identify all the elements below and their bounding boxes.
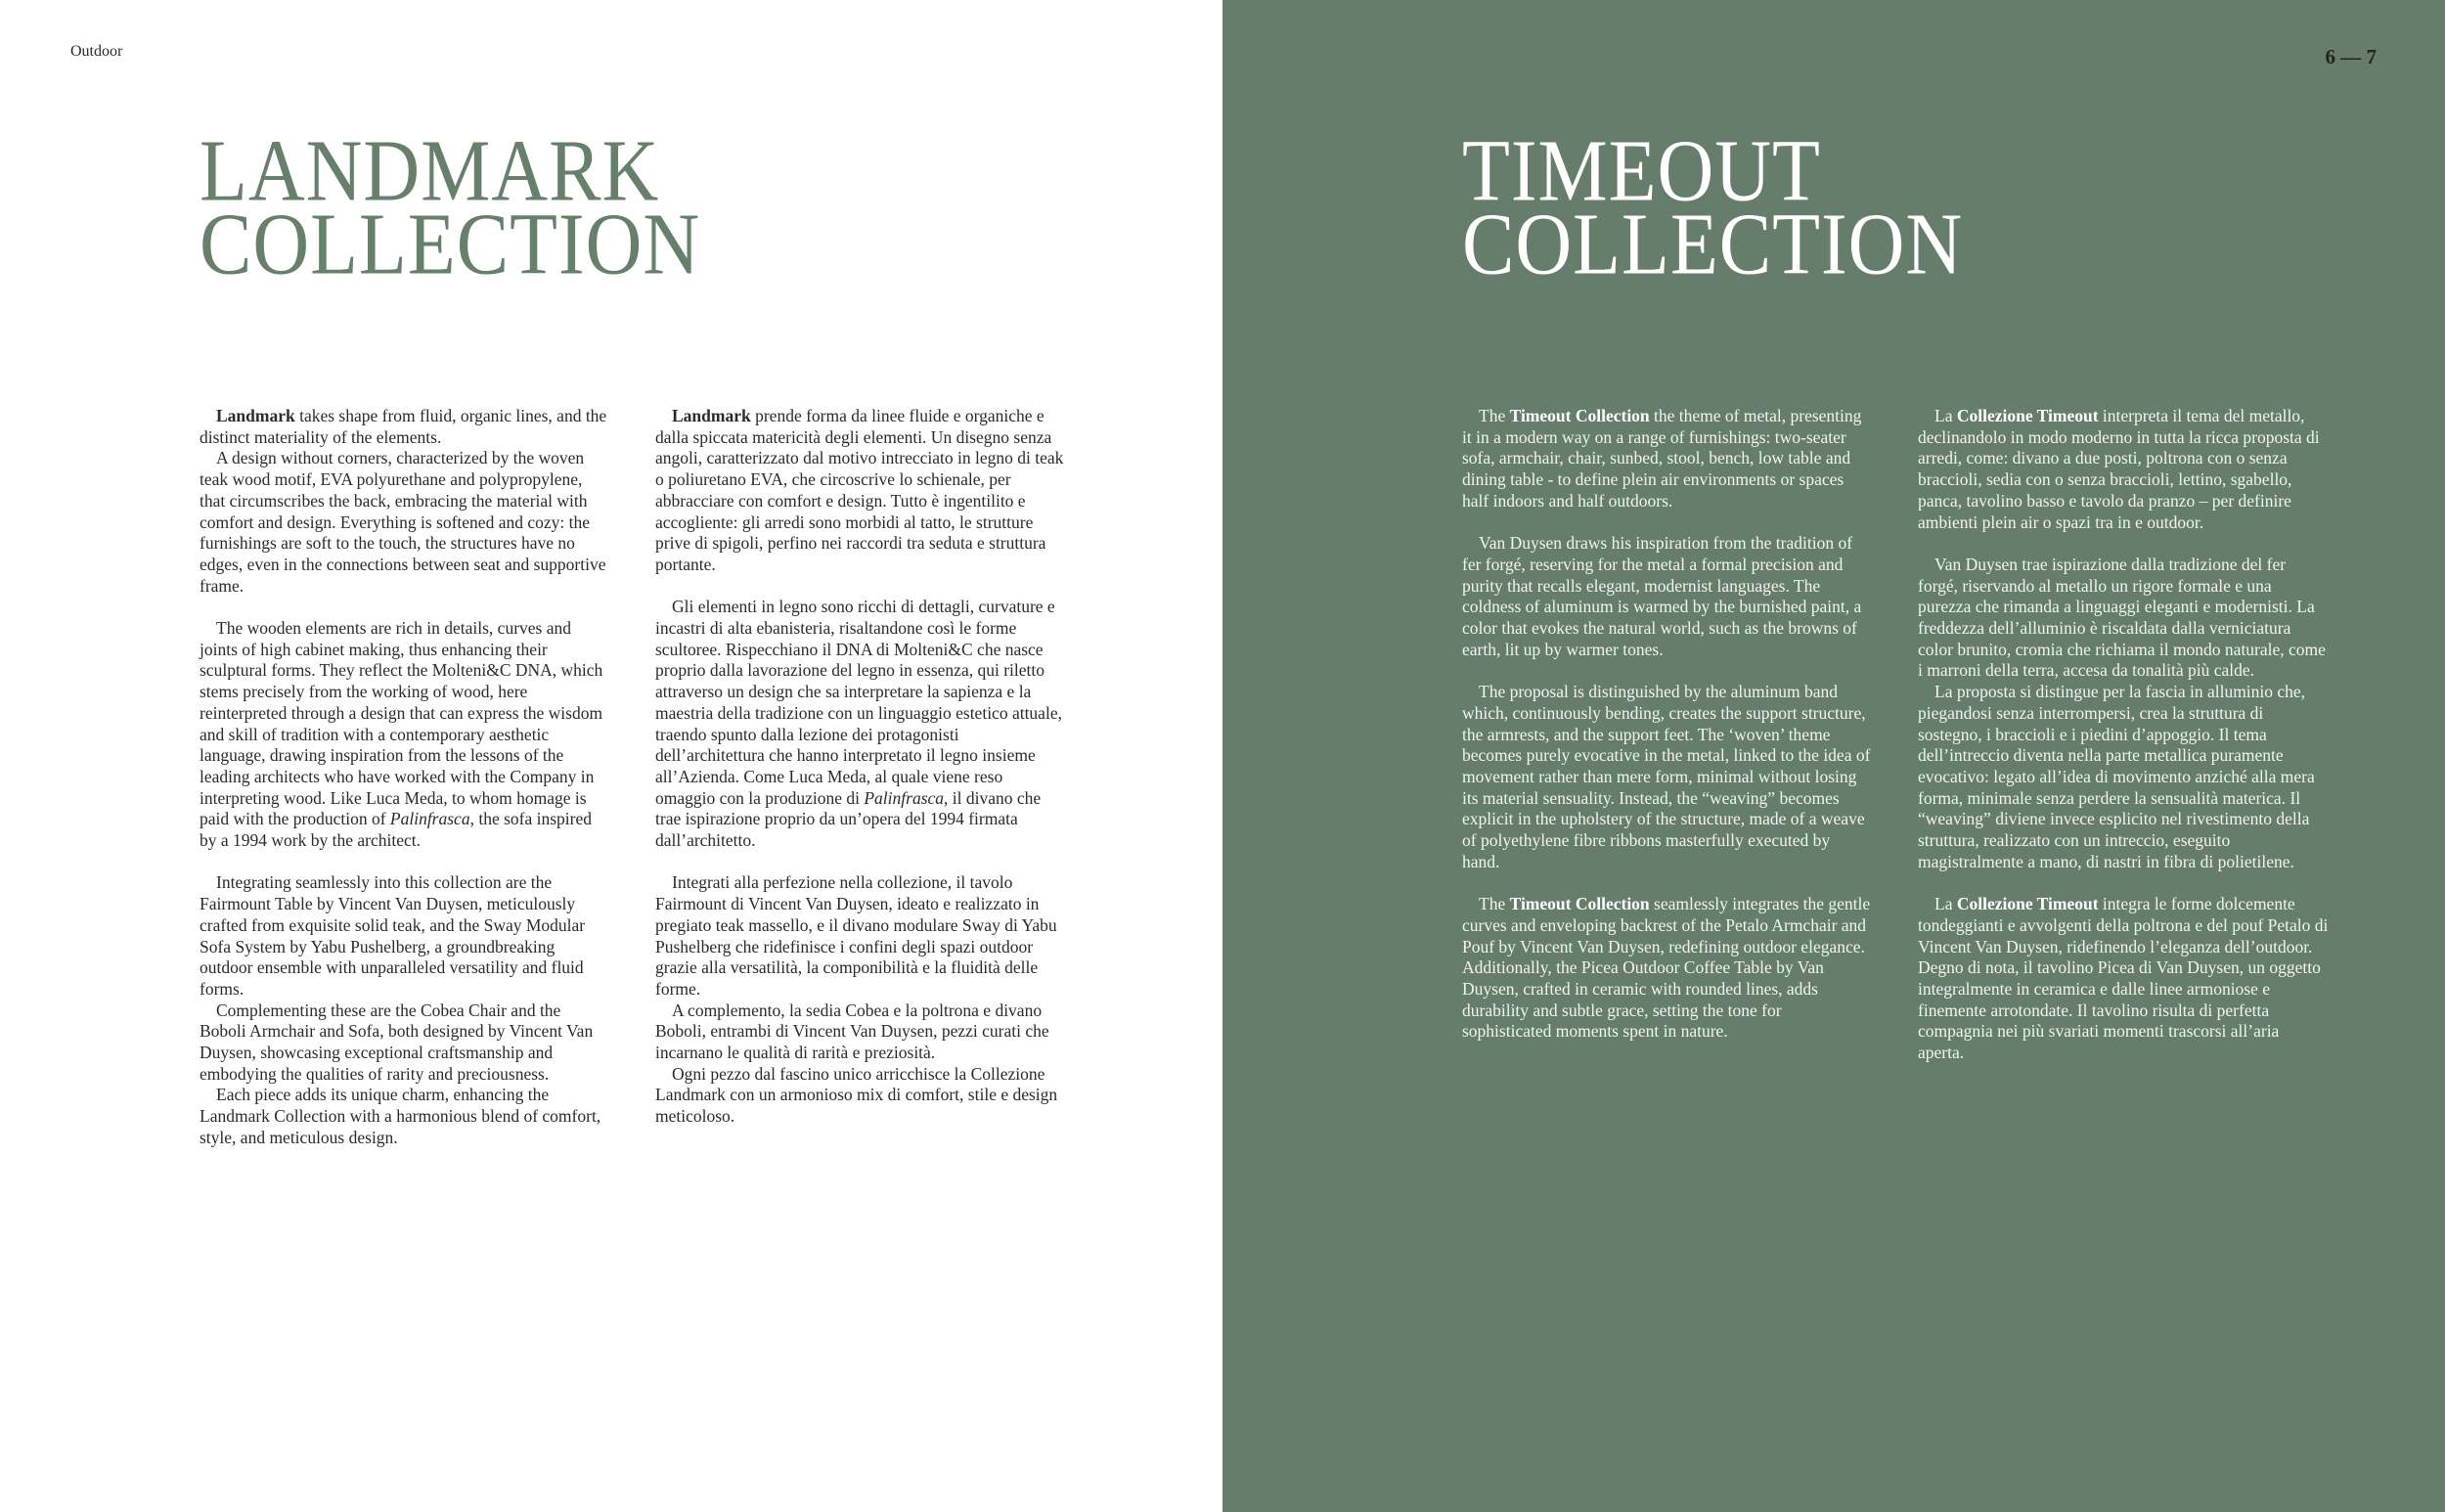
collection-name: Timeout Collection [1509, 406, 1650, 425]
paragraph-text: La [1934, 406, 1957, 425]
timeout-english-column [1462, 406, 1871, 1043]
paragraph [200, 406, 608, 448]
paragraph-text: the theme of metal, presenting it in a modern way on a range of furnishings: two-seater sofa, armchair, chair, sunbed, stool, bench, low table and dining table - to define plein air environments or spaces half indoors and half outdoors. [1462, 406, 1862, 511]
paragraph-text: La [1934, 894, 1957, 914]
paragraph-text: The wooden elements are rich in details, curves and joints of high cabinet making, thus enhancing their sculptural forms. They reflect the Molteni&C DNA, which stems precisely from the working of wood, here reinterpreted through a design that can express the wisdom and skill of tradition with a contemporary aesthetic language, drawing inspiration from the lessons of the leading architects who have worked with the Company in interpreting wood. Like Luca Meda, to whom homage is paid with the production of [200, 618, 603, 829]
paragraph [655, 1064, 1066, 1128]
paragraph-text: Complementing these are the Cobea Chair and the Boboli Armchair and Sofa, both designed by Vincent Van Duysen, showcasing exceptional craftsmanship and embodying the qualities of rarity and preciousness. [200, 1000, 594, 1084]
product-name: Palinfrasca [864, 787, 945, 808]
paragraph [1918, 406, 2329, 533]
product-name: Palinfrasca [389, 809, 470, 829]
paragraph-text: interpreta il tema del metallo, declinandolo in modo moderno in tutta la ricca proposta di arredi, come: divano a due posti, poltrona con o senza braccioli, sedia con o senza braccioli, lettino, sgabello, panca, tavolino basso e tavolo da pranzo – per definire ambienti plein air o spazi tra in e outdoor. [1918, 406, 2320, 532]
paragraph-text: Each piece adds its unique charm, enhancing the Landmark Collection with a harmonious blend of comfort, style, and meticulous design. [200, 1085, 601, 1147]
page-numbers: 6 — 7 [2325, 45, 2377, 68]
paragraph-text: A complemento, la sedia Cobea e la poltrona e divano Boboli, entrambi di Vincent Van Duysen, pezzi curati che incarnano le qualità di rarità e preziosità. [655, 1000, 1049, 1063]
paragraph [200, 872, 608, 1000]
timeout-collection-title [1462, 122, 1964, 293]
collection-name: Collezione Timeout [1956, 406, 2099, 425]
running-head: Outdoor [70, 43, 123, 60]
paragraph [1462, 682, 1871, 872]
paragraph-text: A design without corners, characterized by the woven teak wood motif, EVA polyurethane and polypropylene, that circumscribes the back, embracing the material with comfort and design. Everything is softened and cozy: the furnishings are soft to the touch, the structures have no edges, even in the connections between seat and supportive frame. [200, 448, 606, 596]
paragraph [655, 406, 1066, 576]
paragraph-text: La proposta si distingue per la fascia in alluminio che, piegandosi senza interrompersi, crea la struttura di sostegno, i braccioli e i piedini d’appoggio. Il tema dell’intreccio diventa nella parte metallica puramente evocativo: legato all’idea di movimento anziché alla mera forma, minimale senza perdere la sensualità materica. Il “weaving” diviene invece esplicito nel rivestimento della struttura, realizzato con un intreccio, eseguito magistralmente a mano, di nastri in fibra di polietilene. [1918, 682, 2315, 871]
landmark-italian-column [655, 406, 1066, 1128]
paragraph-text: The [1479, 406, 1510, 425]
collection-name: Landmark [216, 406, 295, 425]
paragraph-text: , the sofa inspired by a 1994 work by the architect. [200, 809, 592, 851]
paragraph-text: seamlessly integrates the gentle curves and enveloping backrest of the Petalo Armchair and Pouf by Vincent Van Duysen, redefining outdoor elegance. Additionally, the Picea Outdoor Coffee Table by Van Duysen, crafted in ceramic with rounded lines, adds durability and subtle grace, setting the tone for sophisticated moments spent in nature. [1462, 894, 1871, 1042]
paragraph [1918, 682, 2329, 872]
paragraph [1918, 555, 2329, 682]
paragraph [1462, 533, 1871, 660]
paragraph [200, 1001, 608, 1086]
paragraph-text: takes shape from fluid, organic lines, and the distinct materiality of the elements. [200, 406, 607, 447]
paragraph [1462, 894, 1871, 1043]
paragraph [200, 618, 608, 852]
paragraph [1462, 406, 1871, 512]
collection-name: Collezione Timeout [1956, 894, 2099, 914]
paragraph-text: The proposal is distinguished by the aluminum band which, continuously bending, creates the support structure, the armrests, and the support feet. The ‘woven’ theme becomes purely evocative in the metal, linked to the idea of movement rather than mere form, minimal without losing its material sensuality. Instead, the “weaving” becomes explicit in the upholstery of the structure, made of a weave of polyethylene fibre ribbons masterfully executed by hand. [1462, 682, 1871, 871]
landmark-collection-title [200, 122, 701, 293]
title-line-2: COLLECTION [1462, 196, 1964, 293]
collection-name: Timeout Collection [1509, 894, 1650, 914]
paragraph-text: Van Duysen trae ispirazione dalla tradizione del fer forgé, riservando al metallo un rigore formale e una purezza che rimanda a linguaggi eleganti e modernisti. La freddezza dell’alluminio è riscaldata dalla verniciatura color brunito, cromia che richiama il mondo naturale, come i marroni della terra, accesa da tonalità più calde. [1918, 554, 2326, 681]
paragraph [1918, 894, 2329, 1064]
title-line-1: LANDMARK [200, 122, 660, 221]
paragraph [655, 872, 1066, 1000]
timeout-italian-column [1918, 406, 2329, 1064]
paragraph-text: Ogni pezzo dal fascino unico arricchisce la Collezione Landmark con un armonioso mix di comfort, stile e design meticoloso. [655, 1063, 1058, 1127]
title-line-2: COLLECTION [200, 196, 701, 293]
paragraph [655, 1001, 1066, 1064]
paragraph-text: Van Duysen draws his inspiration from the tradition of fer forgé, reserving for the metal a formal precision and purity that recalls elegant, modernist languages. The coldness of aluminum is warmed by the burnished paint, a color that evokes the natural world, such as the browns of earth, lit up by warmer tones. [1462, 533, 1862, 659]
left-page [0, 0, 1222, 1512]
paragraph-text: Integrating seamlessly into this collection are the Fairmount Table by Vincent Van Duysen, meticulously crafted from exquisite solid teak, and the Sway Modular Sofa System by Yabu Pushelberg, a groundbreaking outdoor ensemble with unparalleled versatility and fluid forms. [200, 872, 586, 999]
paragraph-text: Gli elementi in legno sono ricchi di dettagli, curvature e incastri di alta ebanisteria, risaltandone così le forme scultoree. Rispecchiano il DNA di Molteni&C che nasce proprio dalla lavorazione del legno in essenza, qui riletto attraverso un design che sa interpretare la sapienza e la maestria della tradizione con un linguaggio estetico attuale, traendo spunto dalla lezione dei protagonisti dell’architettura che hanno interpretato il legno insieme all’Azienda. Come Luca Meda, al quale viene reso omaggio con la produzione di [655, 597, 1062, 808]
paragraph [200, 448, 608, 597]
paragraph-text: integra le forme dolcemente tondeggianti e avvolgenti della poltrona e del pouf Petalo di Vincent Van Duysen, ridefinendo l’eleganza dell’outdoor. Degno di nota, il tavolino Picea di Van Duysen, un oggetto integralmente in ceramica e dalle linee armoniose e finemente arrotondate. Il tavolino risulta di perfetta compagnia nei più svariati momenti trascorsi all’aria aperta. [1918, 894, 2329, 1063]
paragraph-text: Integrati alla perfezione nella collezione, il tavolo Fairmount di Vincent Van Duysen, ideato e realizzato in pregiato teak massello, e il divano modulare Sway di Yabu Pushelberg che ridefinisce i confini degli spazi outdoor grazie alla versatilità, la componibilità e la fluidità delle forme. [655, 872, 1057, 999]
title-line-1: TIMEOUT [1462, 122, 1821, 221]
collection-name: Landmark [672, 406, 751, 425]
paragraph [655, 597, 1066, 851]
paragraph-text: prende forma da linee fluide e organiche e dalla spiccata matericità degli elementi. Un disegno senza angoli, caratterizzato dal motivo intrecciato in legno di teak o poliuretano EVA, che circoscrive lo schienale, per abbracciare con comfort e design. Tutto è ingentilito e accogliente: gli arredi sono morbidi al tatto, le strutture prive di spigoli, perfino nei raccordi tra seduta e struttura portante. [655, 406, 1064, 574]
paragraph-text: , il divano che trae ispirazione proprio da un’opera del 1994 firmata dall’architetto. [655, 787, 1042, 851]
right-page [1222, 0, 2445, 1512]
landmark-english-column [200, 406, 608, 1149]
paragraph [200, 1085, 608, 1148]
paragraph-text: The [1479, 894, 1510, 914]
